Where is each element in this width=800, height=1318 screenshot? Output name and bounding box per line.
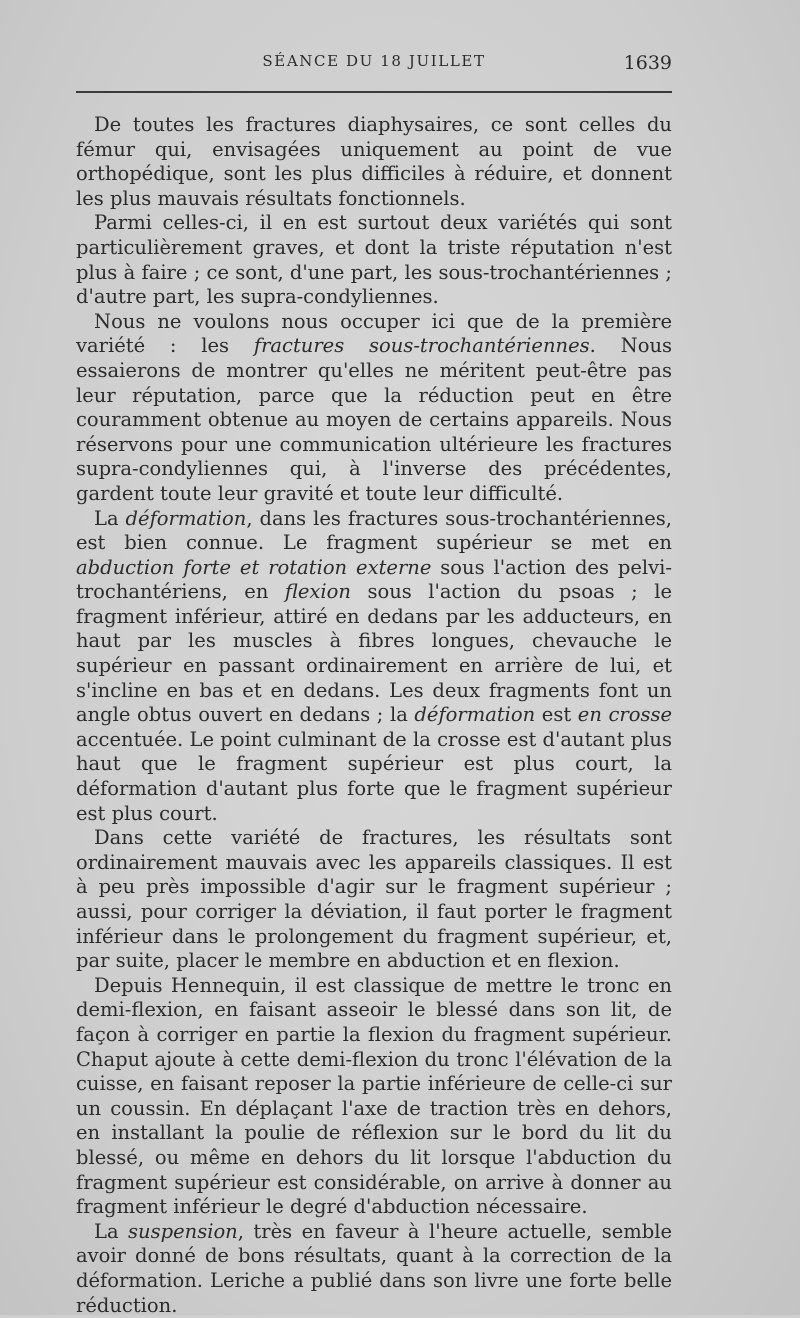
text-run: , très en faveur à l'heure actuelle, semble avoir donné de bons résultats, quant à la correction de la déformation. Leriche a publié dans son livre une forte belle réduction.	[76, 1219, 672, 1317]
paragraph	[76, 1220, 672, 1318]
italic-text: flexion	[284, 580, 351, 604]
paragraph	[76, 211, 672, 309]
text-run: La	[94, 1219, 129, 1243]
text-run: accentuée. Le point culminant de la crosse est d'autant plus haut que le fragment supérieur est plus court, la déformation d'autant plus forte que le fragment supérieur est plus court.	[76, 727, 672, 825]
paragraph	[76, 826, 672, 974]
text-run: Depuis Hennequin, il est classique de mettre le tronc en demi-flexion, en faisant asseoir le blessé dans son lit, de façon à corriger en partie la flexion du fragment supérieur. Chaput ajoute à cette demi-flexion du tronc l'élévation de la cuisse, en faisant reposer la partie inférieure de celle-ci sur un coussin. En déplaçant l'axe de traction très en dehors, en installant la poulie de réflexion sur le bord du lit du blessé, ou même en dehors du lit lorsque l'abduction du fragment supérieur est considérable, on arrive à donner au fragment inférieur le degré d'abduction nécessaire.	[76, 973, 672, 1219]
body-text	[76, 113, 672, 1318]
text-run: Parmi celles-ci, il en est surtout deux variétés qui sont particulièrement graves, et dont la triste réputation n'est plus à faire ; ce sont, d'une part, les sous-trochantériennes ; d'autre part, les supra-condyliennes.	[76, 211, 672, 309]
page-number: 1639	[623, 52, 672, 74]
text-run: . Nous essaierons de montrer qu'elles ne méritent peut-être pas leur réputation, parce que la réduction peut en être couramment obtenue au moyen de certains appareils. Nous réservons pour une communication ultérieure les fractures supra-condyliennes qui, à l'inverse des précédentes, gardent toute leur gravité et toute leur difficulté.	[76, 334, 673, 505]
italic-text: abduction forte et rotation externe	[76, 555, 432, 579]
italic-text: déformation	[125, 506, 247, 530]
running-title: SÉANCE DU 18 JUILLET	[262, 52, 486, 70]
header-rule	[76, 91, 672, 93]
italic-text: déformation	[414, 703, 536, 727]
italic-text: suspension	[128, 1219, 238, 1243]
text-run: Dans cette variété de fractures, les résultats sont ordinairement mauvais avec les appareils classiques. Il est à peu près impossible d'agir sur le fragment supérieur ; aussi, pour corriger la déviation, il faut porter le fragment inférieur dans le prolongement du fragment supérieur, et, par suite, placer le membre en abduction et en flexion.	[76, 826, 672, 973]
running-head	[76, 52, 672, 80]
italic-text: en crosse	[577, 703, 673, 727]
text-run: sous l'action des pelvi-trochantériens, en	[76, 555, 672, 604]
paragraph	[76, 974, 672, 1220]
text-run: , dans les fractures sous-trochantériennes, est bien connue. Le fragment supérieur se met en	[76, 506, 672, 555]
text-run: est	[535, 703, 578, 727]
text-run: La	[94, 506, 126, 530]
paragraph	[76, 310, 672, 507]
paragraph	[76, 507, 672, 827]
italic-text: fractures sous-trochantériennes	[253, 334, 590, 358]
text-run: Nous ne voulons nous occuper ici que de la première variété : les	[76, 309, 672, 358]
text-run: sous l'action du psoas ; le fragment inférieur, attiré en dedans par les adducteurs, en haut par les muscles à fibres longues, chevauche le supérieur en passant ordinairement en arrière de lui, et s'incline en bas et en dedans. Les deux fragments font un angle obtus ouvert en dedans ; la	[76, 580, 673, 727]
paragraph	[76, 113, 672, 211]
text-run: De toutes les fractures diaphysaires, ce sont celles du fémur qui, envisagées uniquement au point de vue orthopédique, sont les plus difficiles à réduire, et donnent les plus mauvais résultats fonctionnels.	[76, 113, 672, 210]
